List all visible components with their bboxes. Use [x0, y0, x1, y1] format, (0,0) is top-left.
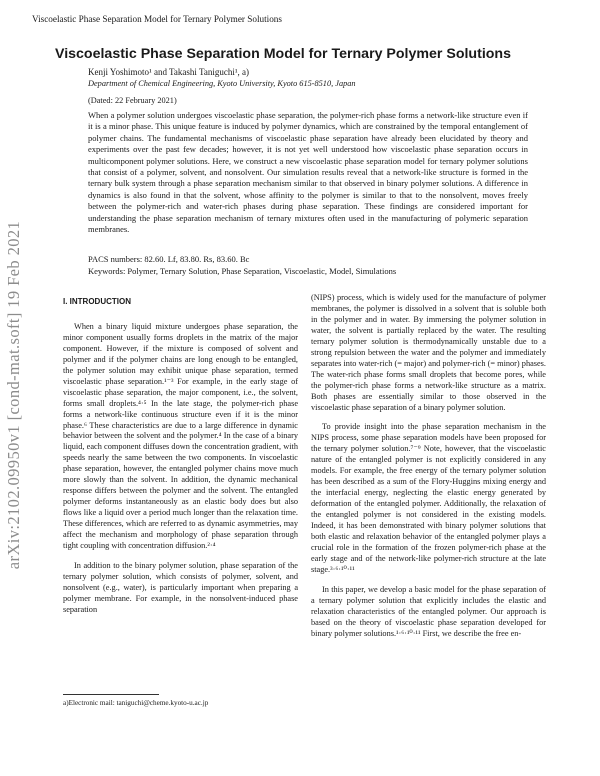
- keywords: Keywords: Polymer, Ternary Solution, Phase Separation, Viscoelastic, Model, Simulations: [88, 266, 397, 276]
- paper-title: Viscoelastic Phase Separation Model for Ternary Polymer Solutions: [55, 46, 511, 62]
- affiliation: Department of Chemical Engineering, Kyoto University, Kyoto 615-8510, Japan: [88, 79, 356, 88]
- arxiv-identifier: arXiv:2102.09950v1 [cond-mat.soft] 19 Feb 2021: [4, 220, 23, 570]
- intro-paragraph-2-continued: (NIPS) process, which is widely used for the manufacture of polymer membranes, the polymer is dissolved in a solvent that is soluble both in the polymer and in water. By immersing the polymer solution in water, the solvent is partially replaced by the water. The resulting ternary polymer solution is thermodynamically unstable due to a strong repulsion between the water and the polymer and immediately separates into water-rich (= major) and polymer-rich (= minor) phases. The water-rich phase forms small droplets that become pores, while the polymer-rich phase forms a network-like structure as a matrix. Both phases are essentially similar to those observed in the viscoelastic phase separation of a binary polymer solution.: [311, 293, 546, 412]
- abstract: When a polymer solution undergoes viscoelastic phase separation, the polymer-rich phase forms a network-like structure even if it is a minor phase. This unique feature is induced by polymer dynamics, which are constrained by the temporal entanglement of polymer chains. The fundamental mechanisms of viscoelastic phase separation have already been elucidated by theory and experiments over the past few decades; however, it is not yet well understood how viscoelastic phase separation occurs in multicomponent polymer solutions. Here, we construct a new viscoelastic phase separation model for ternary polymer solutions that consist of a polymer, solvent, and nonsolvent. Our simulation results reveal that a network-like structure is formed in the ternary bulk system through a phase separation mechanism similar to that observed in binary polymer solutions. A difference in dynamics is also found in that the solvent, whose affinity to the polymer is similar to that to the nonsolvent, moves freely between the polymer-rich and water-rich phases during phase separation. These findings are considered important for understanding the phase separation mechanism of ternary mixtures often used in the manufacturing of polymeric separation membranes.: [88, 110, 528, 235]
- intro-paragraph-4: In this paper, we develop a basic model for the phase separation of a ternary polymer solution that explicitly includes the elastic and relaxation characteristics of the entangled polymer. Our approach is based on the theory of viscoelastic phase separation developed for binary polymer solutions.¹·⁶·¹⁰·¹¹ First, we describe the free en-: [311, 584, 546, 638]
- intro-paragraph-2: In addition to the binary polymer solution, phase separation of the ternary polymer solution, which consists of polymer, solvent, and nonsolvent (e.g., water), is particularly important when preparing a polymer membrane. For example, in the nonsolvent-induced phase separation: [63, 560, 298, 614]
- footnote: a)Electronic mail: taniguchi@cheme.kyoto-u.ac.jp: [63, 699, 209, 707]
- section-heading: I. INTRODUCTION: [63, 297, 131, 306]
- intro-paragraph-3: To provide insight into the phase separation mechanism in the NIPS process, some phase separation models have been proposed for the ternary polymer solution.⁷⁻⁹ Note, however, that the viscoelastic nature of the entangled polymer is not explicitly considered in any models. For example, the free energy of the ternary polymer solution has been described as a sum of the Flory-Huggins mixing energy and the interfacial energy, neglecting the elastic energy generated by deformation of the entangled polymer. Additionally, the relaxation of the entangled polymer is not considered in the existing models. Indeed, it has been demonstrated with binary polymer solutions that both elastic and relaxation behavior of the entangled polymer plays a crucial role in the formation of the frozen polymer-rich phase at the early stage and of the network-like polymer-rich structure at the late stage.³·⁶·¹⁰·¹¹: [311, 422, 546, 574]
- authors: Kenji Yoshimoto¹ and Takashi Taniguchi¹, a): [88, 67, 250, 77]
- running-head: Viscoelastic Phase Separation Model for Ternary Polymer Solutions: [32, 14, 282, 24]
- intro-paragraph-1: When a binary liquid mixture undergoes phase separation, the minor component usually forms droplets in the matrix of the major component. However, if the mixture is composed of solvent and polymer and if the polymer chains are long enough to be entangled, the polymer solution may exhibit unique phase separation, termed viscoelastic phase separation.¹⁻³ For example, in the early stage of viscoelastic phase separation, the major component, i.e., the solvent, forms small droplets.⁴·⁵ In the late stage, the polymer-rich phase forms a network-like continuous structure even if it is the minor phase.⁶ These characteristics are due to a large difference in dynamic behavior between the solvent and the polymer.⁴ In the case of a binary liquid, each component diffuses down the concentration gradient, with speeds nearly the same between the two components. In viscoelastic phase separation, however, the entangled polymer chains move much more slowly than the solvent. In addition, the dynamic mechanical response differs between the polymer and the solvent. The entangled polymer deforms instantaneously as an elastic body does but also flows like a liquid over a period much longer than the relaxation time. These differences, which are referred to as dynamic asymmetries, may affect the mechanism and morphology of phase separation through tight coupling with concentration diffusion.²·⁴: [63, 321, 298, 551]
- footnote-divider: [63, 694, 159, 695]
- pacs-numbers: PACS numbers: 82.60. Lf, 83.80. Rs, 83.60. Bc: [88, 254, 250, 264]
- left-column: [63, 293, 298, 625]
- right-column: [311, 293, 546, 649]
- date-line: (Dated: 22 February 2021): [88, 96, 177, 105]
